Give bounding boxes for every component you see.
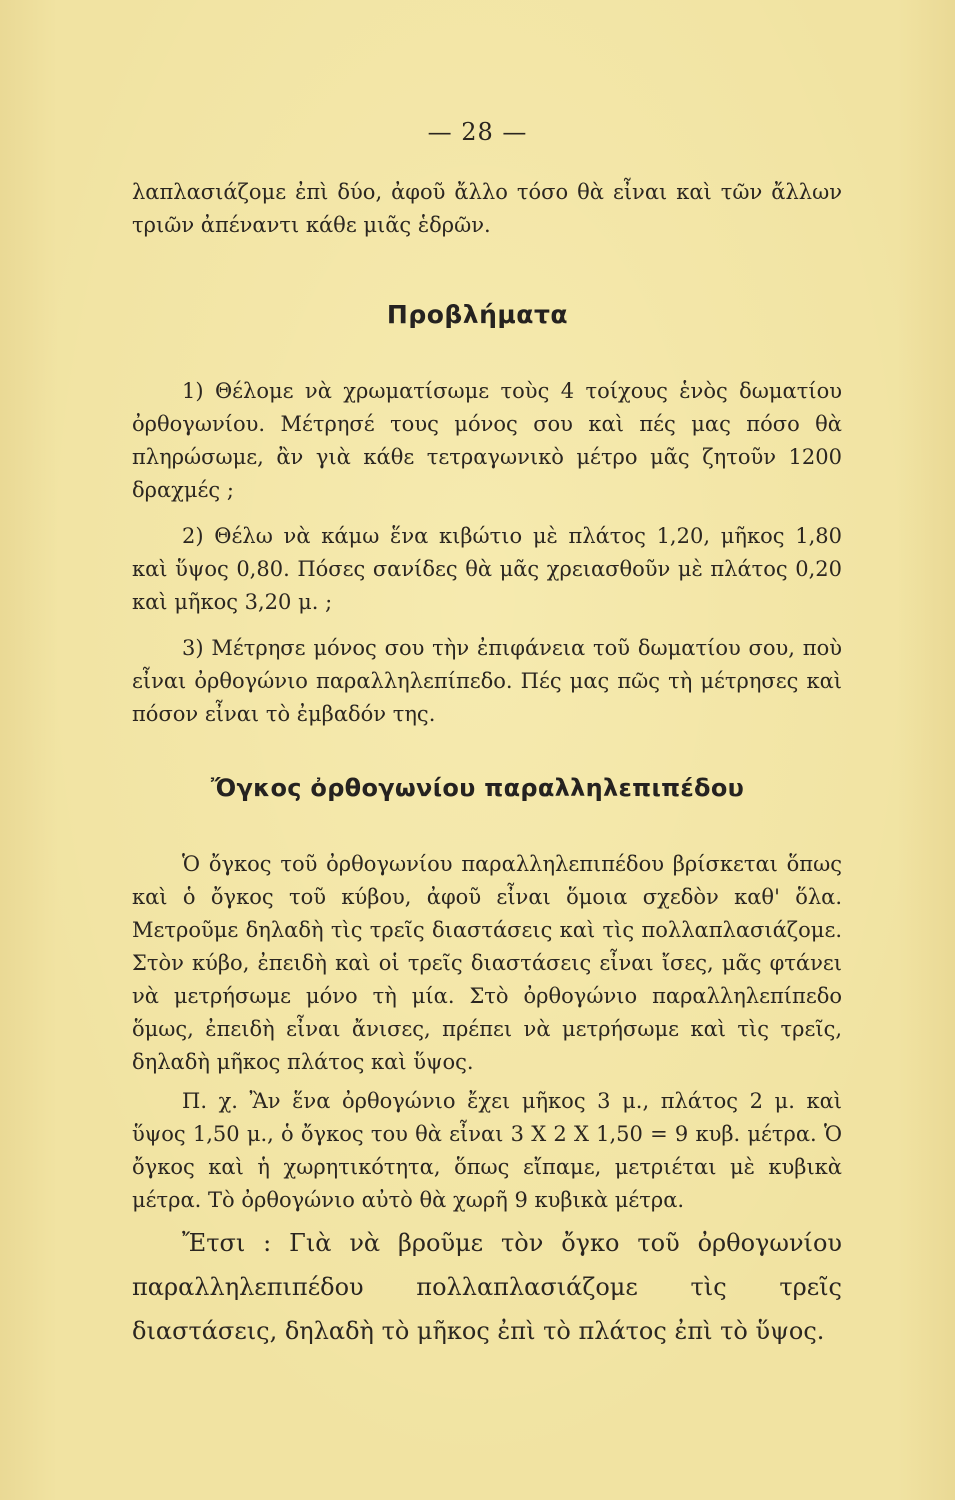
problems-heading: Προβλήματα bbox=[386, 300, 569, 329]
problems-list bbox=[132, 375, 842, 731]
intro-paragraph: λαπλασιάζομε ἐπὶ δύο, ἀφοῦ ἄλλο τόσο θὰ εἶναι καὶ τῶν ἄλλων τριῶν ἀπέναντι κάθε μιᾶς ἑδρῶν. bbox=[132, 180, 842, 237]
problem-1: 1) Θέλομε νὰ χρωματίσωμε τοὺς 4 τοίχους ἑνὸς δωματίου ὀρθογωνίου. Μέτρησέ τους μόνος σου καὶ πές μας πόσο θὰ πληρώσωμε, ἂν γιὰ κάθε τετραγωνικὸ μέτρο μᾶς ζητοῦν 1200 δραχμές ; bbox=[132, 379, 842, 502]
volume-example-paragraph: Π. χ. Ἂν ἕνα ὀρθογώνιο ἔχει μῆκος 3 μ., πλάτος 2 μ. καὶ ὕψος 1,50 μ., ὁ ὄγκος του θὰ εἶναι 3 Χ 2 Χ 1,50 = 9 κυβ. μέτρα. Ὁ ὄγκος καὶ ἡ χωρητικότητα, ὅπως εἴπαμε, μετριέται μὲ κυβικὰ μέτρα. Τὸ ὀρθογώνιο αὐτὸ θὰ χωρῆ 9 κυβικὰ μέτρα. bbox=[132, 1089, 842, 1212]
volume-conclusion: Ἔτσι : Γιὰ νὰ βροῦμε τὸν ὄγκο τοῦ ὀρθογωνίου παραλληλεπιπέδου πολλαπλασιάζομε τὶς τρεῖς διαστάσεις, δηλαδὴ τὸ μῆκος ἐπὶ τὸ πλάτος ἐπὶ τὸ ὕψος. bbox=[132, 1229, 842, 1345]
problem-3: 3) Μέτρησε μόνος σου τὴν ἐπιφάνεια τοῦ δωματίου σου, ποὺ εἶναι ὀρθογώνιο παραλληλεπίπεδο. Πές μας πῶς τὴ μέτρησες καὶ πόσον εἶναι τὸ ἐμβαδόν της. bbox=[132, 636, 842, 726]
volume-heading: Ὄγκος ὀρθογωνίου παραλληλεπιπέδου bbox=[210, 774, 745, 802]
intro-continuation bbox=[132, 176, 842, 242]
volume-paragraph-1: Ὁ ὄγκος τοῦ ὀρθογωνίου παραλληλεπιπέδου βρίσκεται ὅπως καὶ ὁ ὄγκος τοῦ κύβου, ἀφοῦ εἶναι ὅμοια σχεδὸν καθ' ὅλα. Μετροῦμε δηλαδὴ τὶς τρεῖς διαστάσεις καὶ τὶς πολλαπλασιάζομε. Στὸν κύβο, ἐπειδὴ καὶ οἱ τρεῖς διαστάσεις εἶναι ἴσες, μᾶς φτάνει νὰ μετρήσωμε μόνο τὴ μία. Στὸ ὀρθογώνιο παραλληλεπίπεδο ὅμως, ἐπειδὴ εἶναι ἄνισες, πρέπει νὰ μετρήσωμε καὶ τὶς τρεῖς, δηλαδὴ μῆκος πλάτος καὶ ὕψος. bbox=[132, 852, 842, 1074]
volume-body bbox=[132, 848, 842, 1353]
problem-2: 2) Θέλω νὰ κάμω ἕνα κιβώτιο μὲ πλάτος 1,20, μῆκος 1,80 καὶ ὕψος 0,80. Πόσες σανίδες θὰ μᾶς χρειασθοῦν μὲ πλάτος 0,20 καὶ μῆκος 3,20 μ. ; bbox=[132, 524, 842, 614]
page-number: — 28 — bbox=[427, 118, 528, 146]
